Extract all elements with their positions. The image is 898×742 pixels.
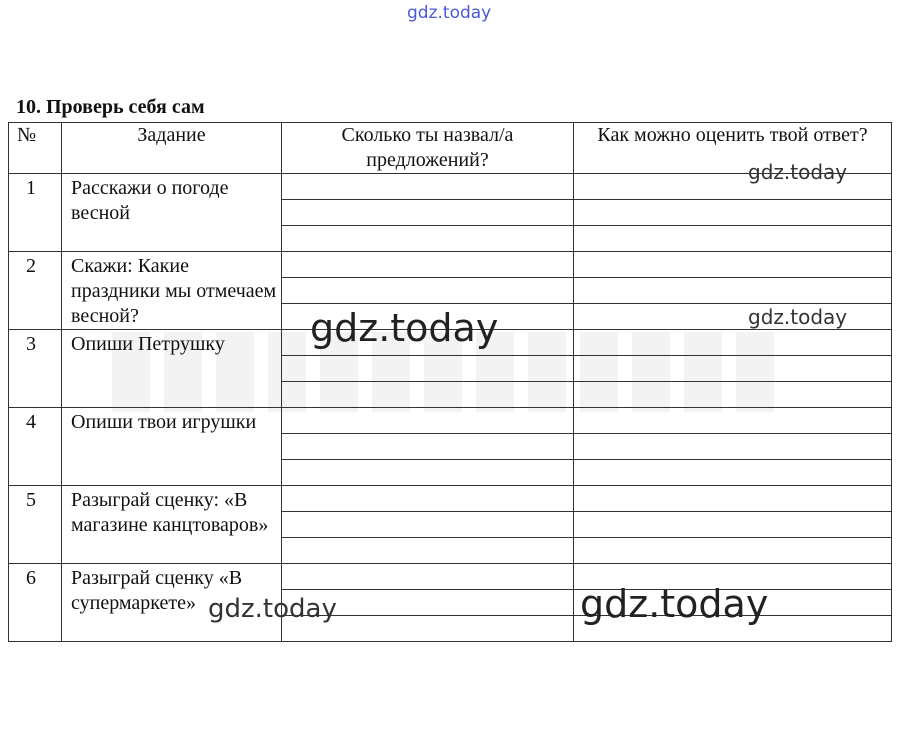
- eval-cell[interactable]: [574, 486, 892, 512]
- count-cell[interactable]: [282, 512, 574, 538]
- header-sentence-count: Сколько ты назвал/а предложений?: [282, 123, 574, 174]
- eval-cell[interactable]: [574, 512, 892, 538]
- table-row: [9, 408, 892, 434]
- header-evaluation: Как можно оценить твой ответ?: [574, 123, 892, 174]
- count-cell[interactable]: [282, 564, 574, 590]
- row-number: 2: [9, 252, 62, 330]
- eval-cell[interactable]: [574, 200, 892, 226]
- eval-cell[interactable]: [574, 278, 892, 304]
- table-row: [9, 486, 892, 512]
- row-task: Опиши Петрушку: [62, 330, 282, 408]
- eval-cell[interactable]: [574, 330, 892, 356]
- count-cell[interactable]: [282, 382, 574, 408]
- exercise-heading: 10. Проверь себя сам: [16, 96, 205, 118]
- watermark-small: gdz.today: [208, 594, 337, 624]
- row-number: 4: [9, 408, 62, 486]
- count-cell[interactable]: [282, 434, 574, 460]
- row-task: Разыграй сценку «В супермаркете»: [62, 564, 282, 642]
- eval-cell[interactable]: [574, 538, 892, 564]
- row-task: Скажи: Какие праздники мы отмечаем весной?: [62, 252, 282, 330]
- watermark-small: gdz.today: [748, 160, 848, 184]
- count-cell[interactable]: [282, 538, 574, 564]
- row-task: Разыграй сценку: «В магазине канцтоваров»: [62, 486, 282, 564]
- row-number: 3: [9, 330, 62, 408]
- watermark-large: gdz.today: [310, 306, 499, 350]
- row-task: Расскажи о погоде весной: [62, 174, 282, 252]
- header-number: №: [9, 123, 62, 174]
- count-cell[interactable]: [282, 174, 574, 200]
- count-cell[interactable]: [282, 278, 574, 304]
- eval-cell[interactable]: [574, 252, 892, 278]
- row-number: 1: [9, 174, 62, 252]
- self-check-table: [8, 122, 892, 642]
- count-cell[interactable]: [282, 460, 574, 486]
- row-task: Опиши твои игрушки: [62, 408, 282, 486]
- count-cell[interactable]: [282, 486, 574, 512]
- eval-cell[interactable]: [574, 460, 892, 486]
- row-number: 6: [9, 564, 62, 642]
- count-cell[interactable]: [282, 408, 574, 434]
- eval-cell[interactable]: [574, 434, 892, 460]
- count-cell[interactable]: [282, 226, 574, 252]
- count-cell[interactable]: [282, 200, 574, 226]
- eval-cell[interactable]: [574, 408, 892, 434]
- eval-cell[interactable]: [574, 382, 892, 408]
- eval-cell[interactable]: [574, 356, 892, 382]
- watermark-top: gdz.today: [407, 3, 492, 23]
- table-row: [9, 252, 892, 278]
- eval-cell[interactable]: [574, 226, 892, 252]
- watermark-small: gdz.today: [748, 305, 848, 329]
- count-cell[interactable]: [282, 356, 574, 382]
- watermark-large: gdz.today: [580, 582, 769, 626]
- header-task: Задание: [62, 123, 282, 174]
- row-number: 5: [9, 486, 62, 564]
- count-cell[interactable]: [282, 252, 574, 278]
